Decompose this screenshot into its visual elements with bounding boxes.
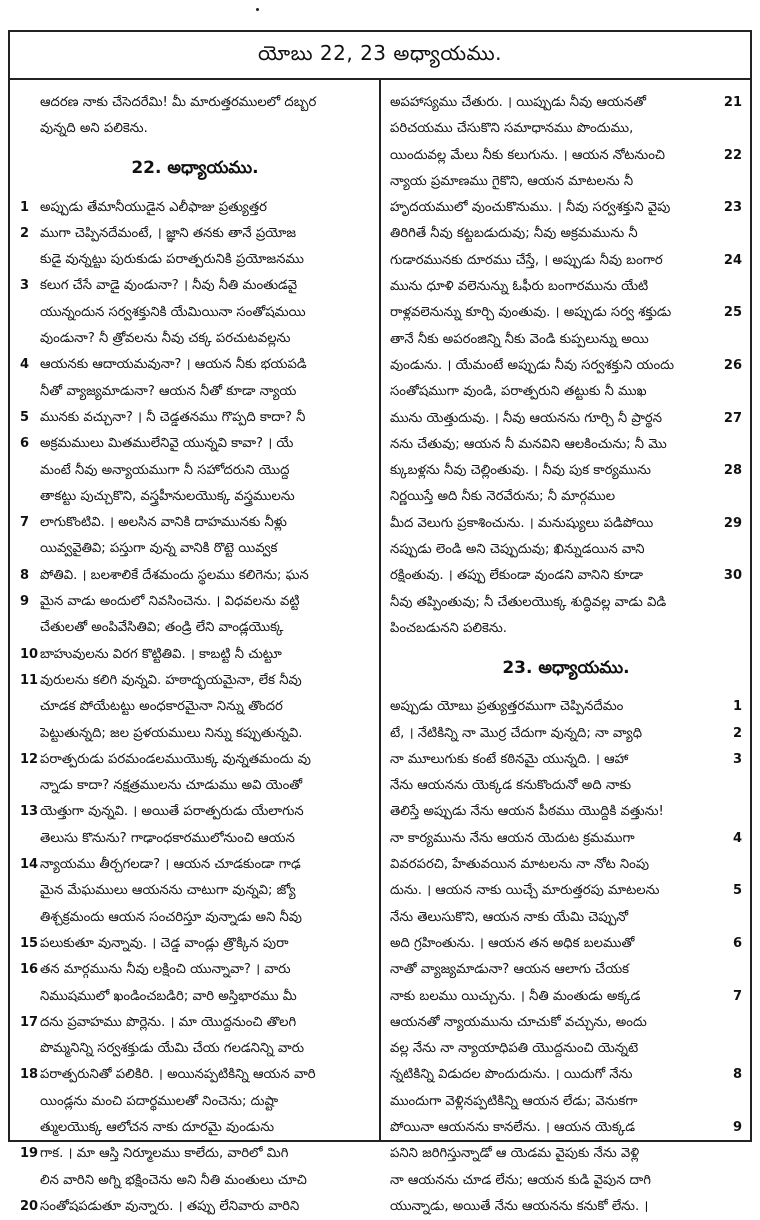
verse-text: న్యాయ ప్రమాణము గైకొని, ఆయన మాటలను నీ <box>390 173 634 189</box>
verse-number <box>20 773 40 799</box>
verse-text: మునకు వచ్చునా? । నీ చెడ్డతనము గొప్పది కాదా? నీ <box>40 409 306 425</box>
verse-text: దను ప్రవాహము పొర్లెను. । మా యొద్దనుంచి తొలగి <box>40 1014 297 1030</box>
verse-number <box>20 615 40 641</box>
verse-number <box>720 327 742 353</box>
verse-number <box>20 878 40 904</box>
verse-text: పోయినా ఆయనను కానలేను. । ఆయన యెక్కడ <box>390 1119 635 1135</box>
verse-text: యిండ్లను మంచి పదార్థములతో నించెను; దుష్టా <box>40 1093 279 1109</box>
text-line <box>390 406 742 432</box>
verse-number: 26 <box>723 357 742 373</box>
verse-number: 27 <box>723 410 742 426</box>
verse-number: 1 <box>20 199 30 215</box>
text-line <box>390 747 742 773</box>
text-line <box>20 615 370 641</box>
verse-text: రక్షింతువు. । తప్పు లేకుండా వుండని వానిని కూడా <box>390 568 643 584</box>
verse-number <box>20 458 40 484</box>
verse-text: సంతోషపడుతూ వున్నారు. । తప్పు లేనివారు వారిని <box>40 1198 300 1214</box>
text-line <box>390 195 742 221</box>
verse-text: తన మార్గమును నీవు లక్షించి యున్నావా? । వారు <box>40 962 291 978</box>
verse-text: నిర్ణయిస్తే అది నీకు నెరవేరును; నీ మార్గముల <box>390 489 616 505</box>
text-line <box>390 1194 742 1220</box>
verse-text: పొమ్మనిన్ని సర్వశక్తుడు యేమి చేయ గలడనిన్ని వారు <box>40 1041 305 1057</box>
text-line <box>390 143 742 169</box>
text-line <box>20 1036 370 1062</box>
right-column <box>390 90 742 1220</box>
verse-number <box>720 116 742 142</box>
chapter-23-title: 23. అధ్యాయము. <box>502 658 630 679</box>
verse-number <box>20 300 40 326</box>
verse-number <box>20 326 40 352</box>
right-verse-lines <box>390 694 742 1220</box>
verse-number <box>20 984 40 1010</box>
verse-number <box>20 379 40 405</box>
verse-text: నా ఆయనను చూడ లేను; ఆయన కుడి వైపున దాగి <box>390 1172 651 1188</box>
text-line <box>390 90 742 116</box>
text-line <box>390 1010 742 1036</box>
verse-text: తిశ్చక్రమందు ఆయన సంచరిస్తూ వున్నాడు అని నీవు <box>40 909 302 925</box>
text-line <box>390 984 742 1010</box>
verse-text: తాకట్టు పుచ్చుకొని, వస్త్రహీనులయొక్క వస్త్రములను <box>40 488 295 504</box>
text-line <box>390 458 742 484</box>
text-line <box>390 537 742 563</box>
verse-text: కుడై వున్నట్టు పురుకుడు పరాత్పరునికి ప్రయోజనము <box>40 252 304 268</box>
verse-number <box>20 694 40 720</box>
verse-number <box>720 590 742 616</box>
chapter-22-title: 22. అధ్యాయము. <box>131 158 259 179</box>
verse-number: 13 <box>20 804 39 820</box>
text-line <box>390 852 742 878</box>
text-line <box>390 327 742 353</box>
verse-text: తానే నీకు అపరంజిన్ని నీకు వెండి కుప్పలున్ను అయి <box>390 331 649 347</box>
verse-text: రాళ్లవలెనున్ను కూర్చి వుంతువు. । అప్పుడు సర్వ శక్తుడు <box>390 305 672 321</box>
verse-text: సంతోషముగా వుండి, పరాత్పరుని తట్టుకు నీ ముఖ <box>390 384 647 400</box>
verse-text: మును ధూళి వలెనున్ను ఓఫీరు బంగారమును యేటి <box>390 279 649 295</box>
verse-text: ముగా చెప్పినదేమంటే, । జ్ఞాని తనకు తానే ప్రయోజ <box>40 225 297 241</box>
verse-text: చేతులతో అంపివేసితివి; తండ్రి లేని వాండ్లయొక్క <box>40 620 284 636</box>
verse-number: 12 <box>20 751 39 767</box>
verse-number: 15 <box>20 935 39 951</box>
text-line <box>20 642 370 668</box>
verse-text: వురులను కలిగి వున్నవి. హఠాద్భయమైనా, లేక నీవు <box>40 672 302 688</box>
text-line <box>20 326 370 352</box>
verse-text: పరాత్పరునితో పలికిరి. । అయినప్పటికిన్ని ఆయన వారి <box>40 1067 316 1083</box>
verse-text: పనిని జరిగిస్తున్నాడో ఆ యెడమ వైపుకు నేను వెళ్లి <box>390 1146 640 1162</box>
verse-number <box>720 484 742 510</box>
verse-number <box>720 1089 742 1115</box>
verse-number: 17 <box>20 1014 39 1030</box>
right-top-lines <box>390 90 742 642</box>
verse-text: ఆయనకు ఆదాయమవునా? । ఆయన నీకు భయపడి <box>40 357 307 373</box>
verse-number: 8 <box>732 1067 742 1083</box>
text-line <box>390 931 742 957</box>
verse-text: నేను తెలుసుకొని, ఆయన నాకు యేమి చెప్పునో <box>390 909 629 925</box>
left-intro-lines <box>20 90 370 143</box>
verse-number <box>20 90 40 116</box>
verse-text: లిన వారిని అగ్ని భక్షించెను అని నీతి మంతులు చూచి <box>40 1172 307 1188</box>
text-line <box>390 694 742 720</box>
verse-number: 19 <box>20 1146 39 1162</box>
verse-text: తిరిగితే నీవు కట్టబడుదువు; నీవు అక్రమమును నీ <box>390 226 638 242</box>
verse-number <box>720 537 742 563</box>
verse-text: వల్ల నేను నా న్యాయాధిపతి యొద్దనుంచి యెన్నటె <box>390 1041 639 1057</box>
verse-text: నేను ఆయనను యెక్కడ కనుకొందునో అది నాకు <box>390 778 632 794</box>
verse-text: మును యెత్తుదువు. । నీవు ఆయనను గూర్చి నీ ప్రార్థన <box>390 410 663 426</box>
verse-number <box>720 432 742 458</box>
text-line <box>390 1062 742 1088</box>
verse-text: నిముషములో ఖండించబడిరి; వారి అస్తిభారము మీ <box>40 988 297 1004</box>
verse-text: నీవు తప్పింతువు; నీ చేతులయొక్క శుద్ధివల్ల వాడు విడి <box>390 594 667 610</box>
verse-number <box>720 1036 742 1062</box>
verse-number <box>20 1115 40 1141</box>
verse-text: చూడక పోయేటట్టు అంధకారమైనా నిన్ను తొందర <box>40 699 283 715</box>
verse-number <box>720 616 742 642</box>
verse-number <box>720 1194 742 1220</box>
text-line <box>20 221 370 247</box>
text-line <box>20 458 370 484</box>
verse-text: న్యాయము తీర్చగలడా? । ఆయన చూడకుండా గాఢ <box>40 857 301 873</box>
verse-text: మంటే నీవు అన్యాయముగా నీ సహోదరుని యొద్ద <box>40 462 290 478</box>
verse-text: బాహువులను విరగ కొట్టితివి. । కాబట్టి నీ చుట్టూ <box>40 646 282 662</box>
verse-text: నను చేతువు; ఆయన నీ మనవిని ఆలకించును; నీ మొ <box>390 436 667 452</box>
verse-text: పోతివి. । బలశాలికే దేశమందు స్థలము కలిగెను; ఘన <box>40 567 309 583</box>
verse-text: యున్నాడు, అయితే నేను ఆయనను కనుకో లేను. । <box>390 1198 649 1214</box>
verse-text: ముందుగా వెళ్లినప్పటికిన్ని ఆయన లేడు; వెనుకగా <box>390 1093 638 1109</box>
verse-number <box>720 799 742 825</box>
top-dot <box>256 8 259 11</box>
text-line <box>20 1194 370 1220</box>
verse-number: 16 <box>20 962 39 978</box>
verse-number: 2 <box>20 225 30 241</box>
left-verse-lines <box>20 195 370 1220</box>
text-line <box>20 431 370 457</box>
verse-number <box>720 379 742 405</box>
text-line <box>390 353 742 379</box>
verse-number: 4 <box>20 357 30 373</box>
verse-text: అప్పుడు తేమానీయుడైన ఎలీఫాజు ప్రత్యుత్తర <box>40 199 267 215</box>
verse-text: వుండునా? నీ త్రోవలను నీవు చక్క పరచుటవల్లను <box>40 331 291 347</box>
verse-text: పించబడునని పలికెను. <box>390 620 507 636</box>
text-line <box>390 511 742 537</box>
verse-text: క్కుబళ్లను నీవు చెల్లింతువు. । నీవు పుక కార్యమును <box>390 463 651 479</box>
left-column <box>20 90 370 1220</box>
verse-number <box>720 1010 742 1036</box>
verse-text: యిందువల్ల మేలు నీకు కలుగును. । ఆయన నోటనుంచి <box>390 147 665 163</box>
page-frame <box>8 30 752 1214</box>
text-line <box>390 616 742 642</box>
verse-number: 21 <box>723 95 742 110</box>
text-line <box>20 1062 370 1088</box>
text-line <box>390 1115 742 1141</box>
verse-text: వివరపరచి, హేతువయిన మాటలను నా నోట నింపు <box>390 857 650 873</box>
text-line <box>20 668 370 694</box>
verse-text: అపహాస్యము చేతురు. । యిప్పుడు నీవు ఆయనతో <box>390 95 646 110</box>
verse-text: గాక. । మా ఆస్తి నిర్మూలము కాలేదు, వారిలో మిగి <box>40 1146 289 1162</box>
verse-number <box>20 1036 40 1062</box>
verse-number: 5 <box>732 883 742 899</box>
verse-number: 7 <box>20 515 30 531</box>
verse-text: టే, । నేటికిన్ని నా మొర్ర చేదుగా వున్నది; నా వ్యాధి <box>390 725 643 741</box>
verse-text: ఆదరణ నాకు చేసెదరేమి! మీ మారుత్తరములలో దబ్బర <box>40 95 317 110</box>
text-line <box>390 957 742 983</box>
verse-number: 14 <box>20 857 39 873</box>
verse-number: 20 <box>20 1198 39 1214</box>
verse-number <box>720 169 742 195</box>
text-line <box>20 352 370 378</box>
verse-number: 6 <box>732 935 742 951</box>
text-line <box>390 878 742 904</box>
verse-number <box>20 1089 40 1115</box>
verse-text: మీద వెలుగు ప్రకాశించును. । మనుష్యులు పడిపోయి <box>390 515 654 531</box>
text-line <box>20 878 370 904</box>
verse-text: న్నాడు కాదా? నక్షత్రములను చూడుము అవి యెంతో <box>40 778 303 794</box>
text-line <box>390 221 742 247</box>
verse-text: నా మూలుగుకు కంటే కఠినమై యున్నది. । ఆహా <box>390 751 629 767</box>
verse-text: న్నటికిన్ని విడుదల పొందుదును. । యిదుగో నేను <box>390 1067 633 1083</box>
text-line <box>390 116 742 142</box>
verse-text: నాతో వ్యాజ్యమాడునా? ఆయన ఆలాగు చేయక <box>390 962 630 978</box>
verse-text: ఆయనతో న్యాయమును చూచుకో వచ్చును, అందు <box>390 1014 647 1030</box>
text-line <box>20 405 370 431</box>
verse-number: 30 <box>723 568 742 584</box>
verse-text: యెత్తుగా వున్నవి. । అయితే పరాత్పరుడు యేలాగున <box>40 804 304 820</box>
text-line <box>20 957 370 983</box>
verse-text: నాకు బలము యిచ్చును. । నీతి మంతుడు అక్కడ <box>390 988 641 1004</box>
text-line <box>390 721 742 747</box>
text-line <box>20 247 370 273</box>
verse-number: 6 <box>20 436 30 452</box>
text-line <box>390 379 742 405</box>
verse-number: 3 <box>20 278 30 294</box>
text-line <box>20 1115 370 1141</box>
verse-number <box>20 1168 40 1194</box>
verse-number: 25 <box>723 305 742 321</box>
verse-number: 2 <box>732 725 742 741</box>
verse-text: దును. । ఆయన నాకు యిచ్చే మారుత్తరపు మాటలను <box>390 883 660 899</box>
verse-number: 7 <box>732 988 742 1004</box>
verse-number: 4 <box>732 830 742 846</box>
verse-number <box>720 221 742 247</box>
verse-text: అది గ్రహింతును. । ఆయన తన అధిక బలముతో <box>390 935 635 951</box>
text-line <box>20 1141 370 1167</box>
text-line <box>20 773 370 799</box>
verse-text: పరిచయము చేసుకొని సమాధానము పొందుము, <box>390 121 634 137</box>
verse-number: 10 <box>20 646 39 662</box>
verse-number <box>20 721 40 747</box>
verse-number: 9 <box>732 1119 742 1135</box>
verse-text: త్ములయొక్క ఆలోచన నాకు దూరమై వుండును <box>40 1119 275 1135</box>
verse-text: వుండును. । యేమంటే అప్పుడు నీవు సర్వశక్తుని యందు <box>390 357 675 373</box>
text-line <box>20 694 370 720</box>
verse-text: గుడారమునకు దూరము చేస్తే, । అప్పుడు నీవు బంగార <box>390 252 663 268</box>
verse-text: పెట్టుతున్నది; జల ప్రళయములు నిన్ను కప్పుతున్నవి. <box>40 725 303 741</box>
text-line <box>20 195 370 221</box>
text-line <box>20 90 370 116</box>
verse-number: 24 <box>723 252 742 268</box>
text-line <box>20 984 370 1010</box>
text-line <box>20 747 370 773</box>
verse-number: 22 <box>723 147 742 163</box>
verse-number <box>720 905 742 931</box>
text-line <box>390 274 742 300</box>
verse-number: 18 <box>20 1067 39 1083</box>
text-line <box>20 536 370 562</box>
text-line <box>20 589 370 615</box>
verse-number <box>720 957 742 983</box>
verse-text: యివ్వవైతివి; పస్తుగా వున్న వానికి రొట్టె యివ్వక <box>40 541 278 557</box>
verse-number: 3 <box>732 751 742 767</box>
text-line <box>390 826 742 852</box>
text-line <box>20 116 370 142</box>
verse-number <box>720 773 742 799</box>
verse-text: పరాత్పరుడు పరమండలముయొక్క వున్నతమందు వు <box>40 751 311 767</box>
verse-number <box>20 905 40 931</box>
verse-text: నప్పుడు లెండి అని చెప్పుదువు; ఖిన్నుడయిన వాని <box>390 542 645 558</box>
text-line <box>390 799 742 825</box>
text-line <box>20 799 370 825</box>
text-line <box>20 1168 370 1194</box>
text-line <box>390 484 742 510</box>
verse-number <box>720 1141 742 1167</box>
verse-number: 5 <box>20 409 30 425</box>
text-line <box>20 300 370 326</box>
verse-number: 11 <box>20 672 39 688</box>
verse-number <box>20 247 40 273</box>
text-line <box>20 905 370 931</box>
text-line <box>390 248 742 274</box>
text-line <box>20 721 370 747</box>
page-title: యోబు 22, 23 అధ్యాయము. <box>257 40 502 65</box>
text-line <box>20 484 370 510</box>
verse-number: 8 <box>20 567 30 583</box>
column-divider <box>379 80 381 1142</box>
text-line <box>390 905 742 931</box>
text-line <box>390 169 742 195</box>
text-line <box>20 1010 370 1036</box>
verse-number <box>20 484 40 510</box>
text-line <box>20 379 370 405</box>
verse-number <box>720 1168 742 1194</box>
verse-text: అప్పుడు యోబు ప్రత్యుత్తరముగా చెప్పినదేమం <box>390 699 624 715</box>
text-line <box>390 1168 742 1194</box>
text-line <box>20 1089 370 1115</box>
verse-number <box>20 536 40 562</box>
text-line <box>20 273 370 299</box>
text-line <box>20 510 370 536</box>
verse-number <box>20 116 40 142</box>
verse-text: మైన మేఘములు ఆయనను చాటుగా వున్నవి; జ్యో <box>40 883 296 899</box>
text-line <box>390 300 742 326</box>
verse-number <box>720 274 742 300</box>
verse-text: హృదయములో వుంచుకొనుము. । నీవు సర్వశక్తుని వైపు <box>390 200 671 216</box>
verse-number: 28 <box>723 463 742 479</box>
verse-number <box>720 852 742 878</box>
verse-text: తెలిస్తే అప్పుడు నేను ఆయన పీఠము యొద్దికి వత్తును! <box>390 804 664 820</box>
text-line <box>390 1141 742 1167</box>
verse-text: నా కార్యమును నేను ఆయన యెదుట క్రమముగా <box>390 830 635 846</box>
verse-text: మైన వాడు అందులో నివసించెను. । విధవలను వట్టి <box>40 594 300 610</box>
text-line <box>390 1089 742 1115</box>
verse-text: కలుగ చేసే వాడై వుండునా? । నీవు నీతి మంతుడవై <box>40 278 298 294</box>
verse-text: వున్నది అని పలికెను. <box>40 121 148 137</box>
verse-text: నీతో వ్యాజ్యమాడునా? ఆయన నీతో కూడా న్యాయ <box>40 383 297 399</box>
verse-number: 29 <box>723 515 742 531</box>
text-line <box>390 1036 742 1062</box>
text-line <box>20 826 370 852</box>
verse-number: 9 <box>20 594 30 610</box>
verse-number: 23 <box>723 200 742 216</box>
verse-text: యున్నందున సర్వశక్తునికి యేమియినా సంతోషమయి <box>40 304 306 320</box>
verse-text: లాగుకొంటివి. । అలసిన వానికి దాహమునకు నీళ్లు <box>40 515 287 531</box>
text-line <box>390 432 742 458</box>
page-header <box>10 32 750 80</box>
verse-number <box>20 826 40 852</box>
verse-text: పలుకుతూ వున్నావు. । చెడ్డ వాండ్లు త్రొక్కిన పురా <box>40 935 289 951</box>
text-line <box>390 773 742 799</box>
verse-text: అక్రమములు మితములేనివై యున్నవి కావా? । యే <box>40 436 294 452</box>
text-line <box>390 563 742 589</box>
text-line <box>20 931 370 957</box>
verse-number: 1 <box>732 699 742 715</box>
verse-text: తెలుసు కొనును? గాఢాంధకారములోనుంచి ఆయన <box>40 830 295 846</box>
text-line <box>20 563 370 589</box>
text-line <box>20 852 370 878</box>
text-line <box>390 590 742 616</box>
